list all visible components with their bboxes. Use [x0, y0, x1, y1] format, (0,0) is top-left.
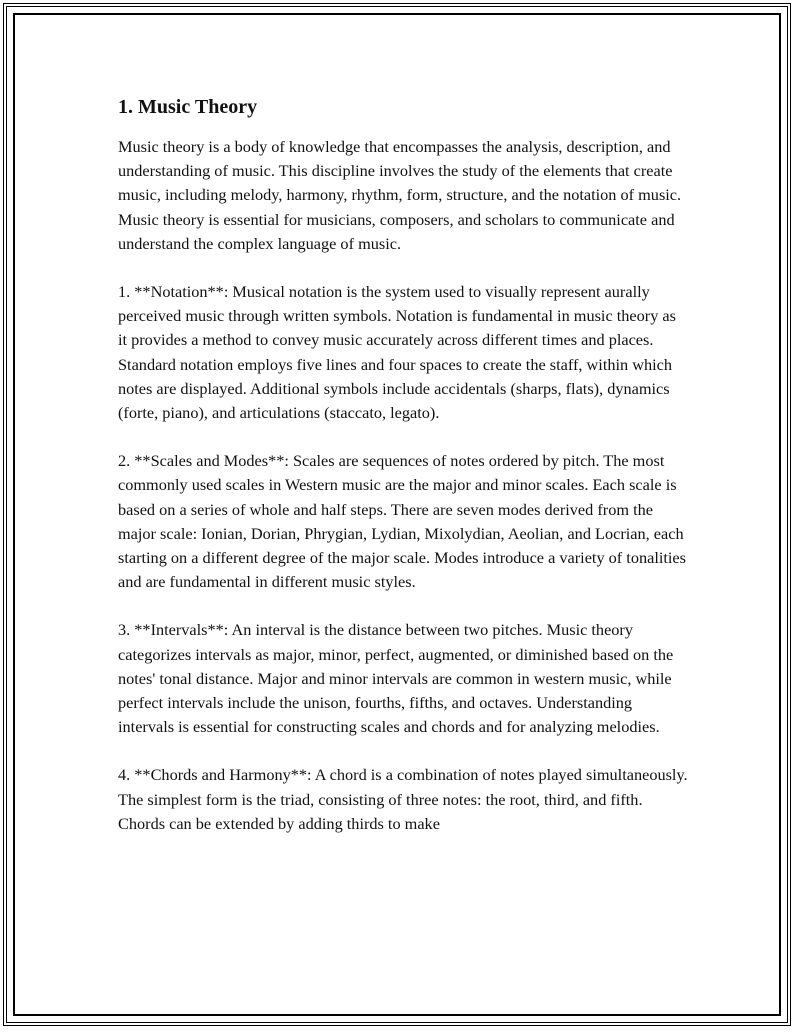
- document-body: [118, 93, 688, 860]
- chords-harmony-paragraph: 4. **Chords and Harmony**: A chord is a combination of notes played simultaneously. The simplest form is the triad, consisting of three notes: the root, third, and fifth. Chords can be extended by adding thirds to make: [118, 765, 688, 833]
- intervals-paragraph: 3. **Intervals**: An interval is the distance between two pitches. Music theory categorizes intervals as major, minor, perfect, augmented, or diminished based on the notes' tonal distance. Major and minor intervals are common in western music, while perfect intervals include the unison, fourths, fifths, and octaves. Understanding intervals is essential for constructing scales and chords and for analyzing melodies.: [118, 620, 674, 737]
- intro-paragraph: Music theory is a body of knowledge that encompasses the analysis, description, and understanding of music. This discipline involves the study of the elements that create music, including melody, harmony, rhythm, form, structure, and the notation of music. Music theory is essential for musicians, composers, and scholars to communicate and understand the complex language of music.: [118, 137, 682, 253]
- section-title: 1. Music Theory: [118, 96, 258, 118]
- notation-paragraph: 1. **Notation**: Musical notation is the system used to visually represent aurally perceived music through written symbols. Notation is fundamental in music theory as it provides a method to convey music accurately across different times and places. Standard notation employs five lines and four spaces to create the staff, within which notes are displayed. Additional symbols include accidentals (sharps, flats), dynamics (forte, piano), and articulations (staccato, legato).: [118, 282, 676, 423]
- scales-modes-paragraph: 2. **Scales and Modes**: Scales are sequences of notes ordered by pitch. The most commonly used scales in Western music are the major and minor scales. Each scale is based on a series of whole and half steps. There are seven modes derived from the major scale: Ionian, Dorian, Phrygian, Lydian, Mixolydian, Aeolian, and Locrian, each starting on a different degree of the major scale. Modes introduce a variety of tonalities and are fundamental in different music styles.: [118, 451, 686, 592]
